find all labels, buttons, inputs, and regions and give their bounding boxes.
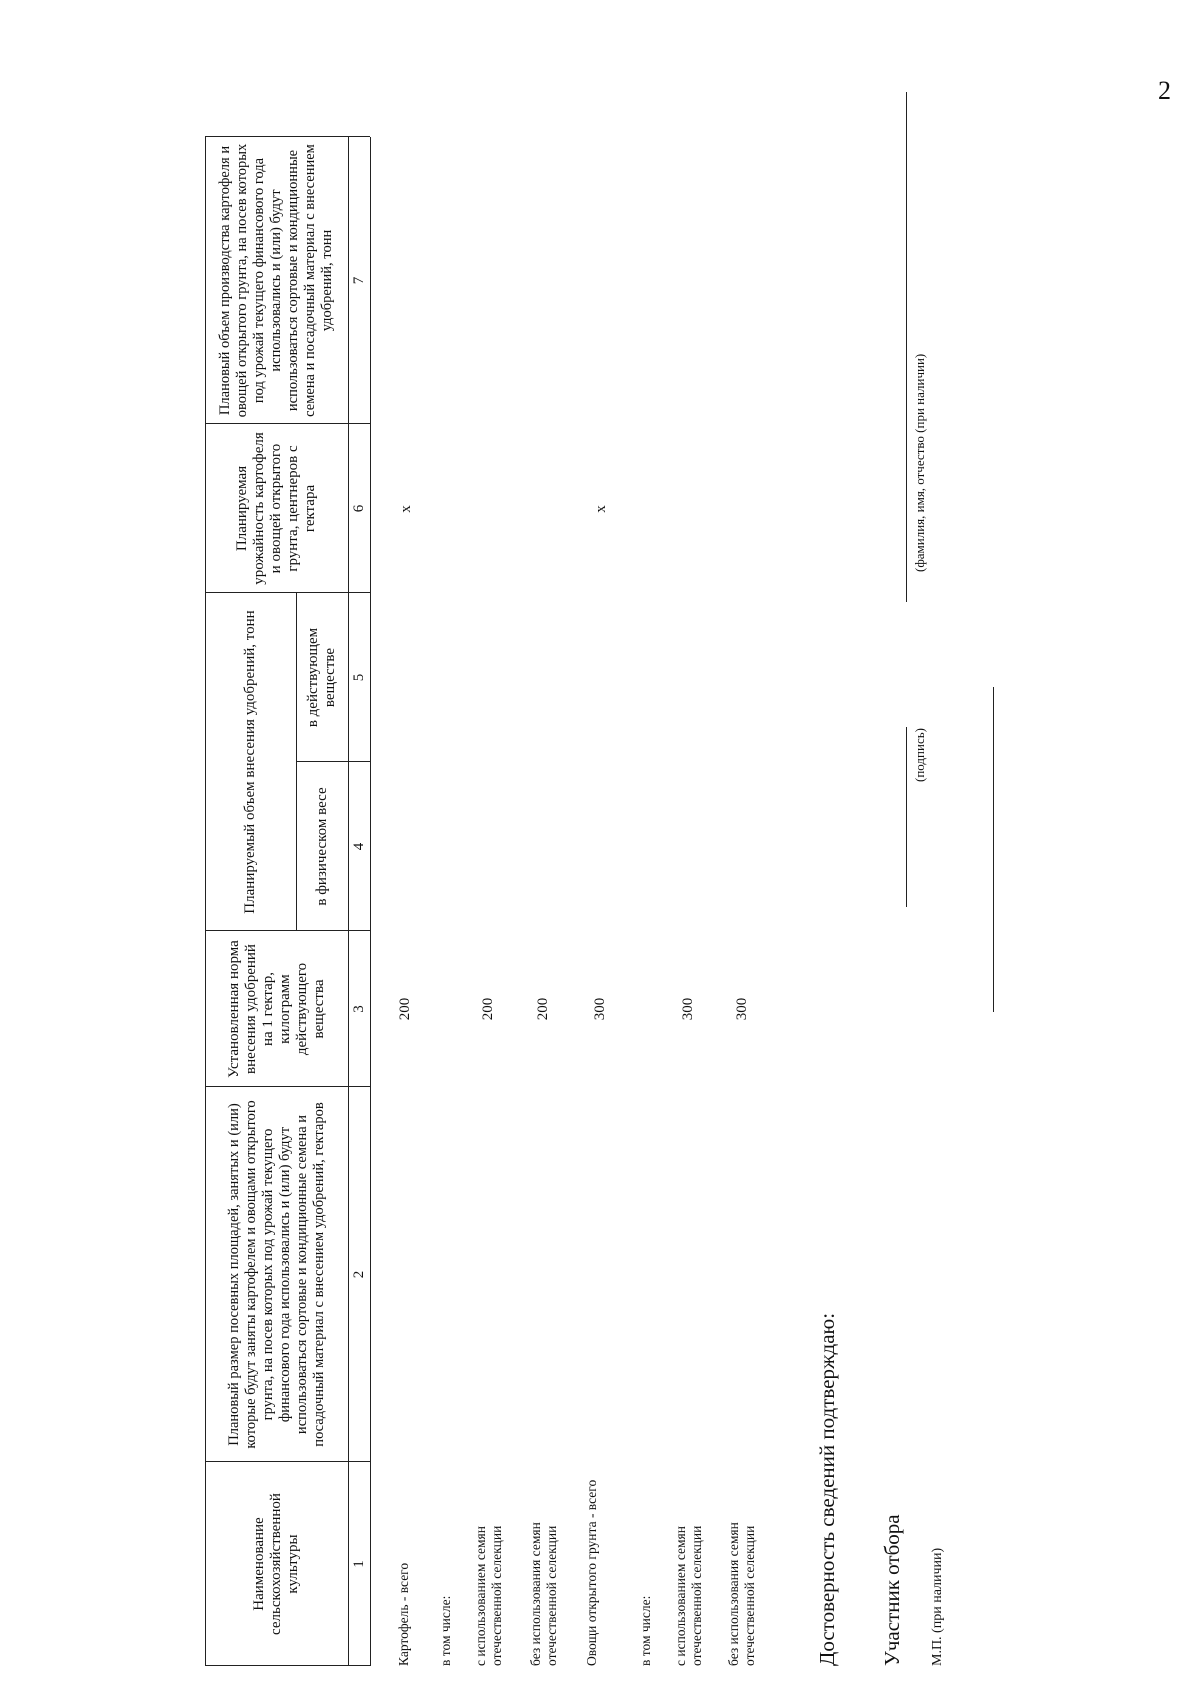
col-number: 1 bbox=[350, 1560, 367, 1568]
table-cell-norm: 300 bbox=[592, 997, 608, 1021]
table-row-label: с использованием семян отечественной селекции bbox=[673, 1525, 704, 1666]
table-row-label: Картофель - всего bbox=[396, 1562, 411, 1666]
table-row-label: с использованием семян отечественной селекции bbox=[473, 1525, 504, 1666]
table-row-label: в том числе: bbox=[638, 1595, 653, 1666]
col-number: 3 bbox=[350, 1005, 367, 1013]
table-cell-norm: 200 bbox=[535, 997, 551, 1021]
col-number: 7 bbox=[350, 276, 367, 285]
page-number: 2 bbox=[1158, 76, 1171, 105]
header-physical-weight: в физическом весе bbox=[313, 787, 330, 906]
table-cell-norm: 200 bbox=[397, 997, 413, 1021]
name-caption: (фамилия, имя, отчество (при наличии) bbox=[912, 353, 927, 572]
signature-caption: (подпись) bbox=[912, 728, 927, 782]
col-number: 4 bbox=[350, 842, 367, 851]
header-active-substance: в действующем веществе bbox=[305, 627, 338, 728]
col-number: 6 bbox=[350, 504, 367, 513]
confirmation-text: Достоверность сведений подтверждаю: bbox=[815, 1312, 839, 1666]
table-cell-norm: 300 bbox=[734, 997, 750, 1021]
table-number-row-bottom bbox=[370, 137, 371, 1666]
table-row-label: Овощи открытого грунта - всего bbox=[584, 1479, 599, 1666]
table-row-label: в том числе: bbox=[438, 1595, 453, 1666]
header-planned-production: Плановый объем производства картофеля и овощей открытого грунта, на посев которых под урожай текущего финансового года использовались и (или) будут использоваться сортовые и кондиционные семена и посадочный материал с внесением удобрений, тонн bbox=[217, 143, 335, 418]
table-row-label: без использования семян отечественной селекции bbox=[528, 1522, 559, 1666]
header-crop-name: Наименование сельскохозяйственной культуры bbox=[251, 1493, 301, 1635]
name-field-line bbox=[906, 92, 907, 602]
table-cell-yield: x bbox=[398, 505, 414, 513]
stamp-label: М.П. (при наличии) bbox=[930, 1547, 945, 1666]
participant-label: Участник отбора bbox=[880, 1514, 904, 1666]
header-planned-area: Плановый размер посевных площадей, занятых и (или) которые будут заняты картофелем и овощами открытого грунта, на посев которых под урожай текущего финансового года использовались и (или) будут использоваться сортовые и кондиционные семена и посадочный материал с внесением удобрений, гектаров bbox=[225, 1100, 327, 1449]
signature-line bbox=[993, 687, 994, 1012]
table-cell-norm: 300 bbox=[680, 997, 696, 1021]
col-number: 2 bbox=[350, 1270, 367, 1279]
col-number: 5 bbox=[350, 673, 367, 682]
table-cell-norm: 200 bbox=[480, 997, 496, 1021]
header-fertilizer-norm: Установленная норма внесения удобрений на 1 гектар, килограмм действующего вещества bbox=[225, 940, 327, 1078]
header-planned-yield: Планируемая урожайность картофеля и овощей открытого грунта, центнеров с гектара bbox=[234, 432, 318, 585]
header-fertilizer-volume: Планируемый объем внесения удобрений, тонн bbox=[242, 610, 258, 914]
signature-field-line bbox=[906, 727, 907, 907]
table-row-label: без использования семян отечественной селекции bbox=[726, 1522, 757, 1666]
table-cell-yield: x bbox=[593, 505, 609, 513]
